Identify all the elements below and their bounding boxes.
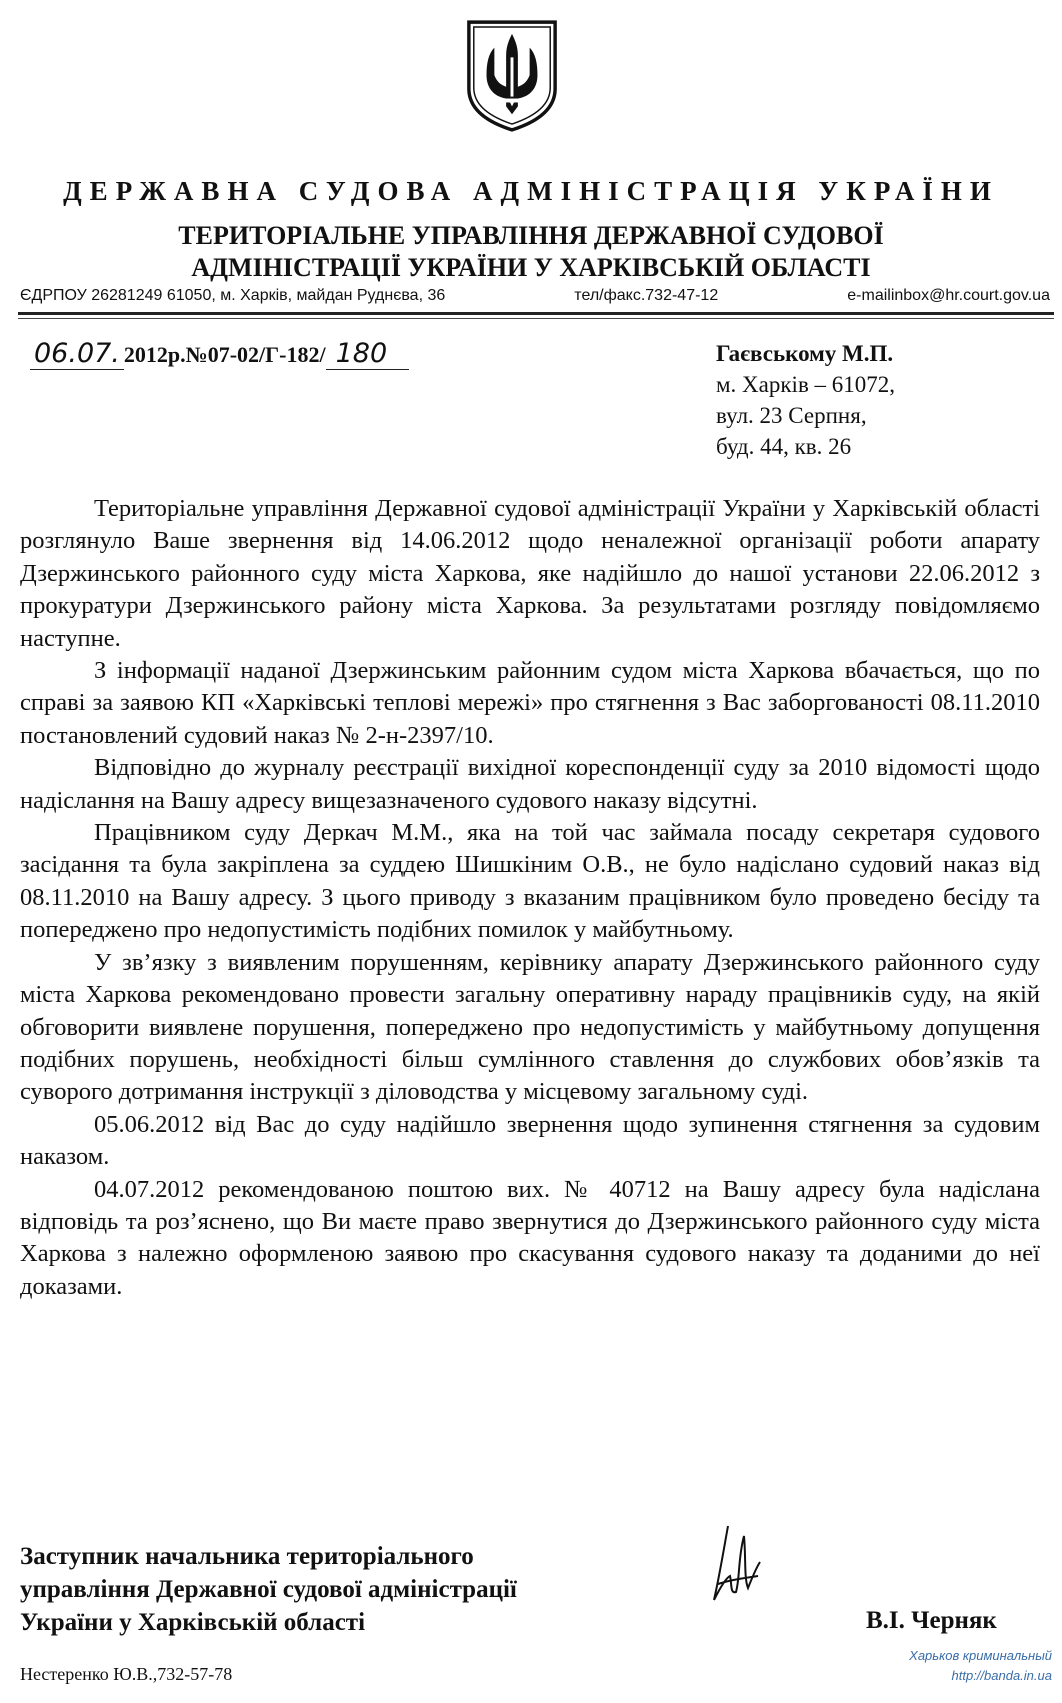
department-name-line1: ТЕРИТОРІАЛЬНЕ УПРАВЛІННЯ ДЕРЖАВНОЇ СУДОВОЇ [178,221,884,250]
body-paragraph: 04.07.2012 рекомендованою поштою вих. № 40712 на Вашу адресу була надіслана відповідь та роз’яснено, що Ви маєте право звернутися до Дзержинського районного суду міста Харкова з належно оформленою заявою про скасування судового наказу та доданими до неї доказами. [20,1175,1040,1300]
watermark-title: Харьков криминальный [909,1648,1052,1663]
handwritten-date: 06.07. [30,338,124,370]
outgoing-reference [30,338,409,370]
body-paragraph: Відповідно до журналу реєстрації вихідної кореспонденції суду за 2010 відомості щодо надіслання на Вашу адресу вищезазначеного судового наказу відсутні. [20,754,1040,814]
body-paragraph: Працівником суду Деркач М.М., яка на той час займала посаду секретаря судового засідання та була закріплена за суддею Шишкіним О.В., не було надіслано судовий наказ від 08.11.2010 на Вашу адресу. З цього приводу з вказаним працівником було проведено бесіду та попереджено про недопустимість подібних помилок у майбутньому. [20,819,1040,944]
coat-of-arms-icon [463,18,561,134]
reference-number: 2012р.№07-02/Г-182/ [123,342,326,367]
registry-address: ЄДРПОУ 26281249 61050, м. Харків, майдан Руднєва, 36 [20,287,446,304]
addressee-name: Гаєвському М.П. [716,341,894,366]
body-paragraph: У зв’язку з виявленим порушенням, керівнику апарату Дзержинського районного суду міста Харкова рекомендовано провести загальну оперативну нараду працівників суду, на якій обговорити виявлене порушення, попереджено про недопустимість у майбутньому допущення подібних порушень, необхідності більш сумлінного ставлення до службових обов’язків та суворого дотримання інструкції з діловодства у місцевому загальному суді. [20,948,1040,1106]
handwritten-number: 180 [326,338,410,370]
letter-body [20,493,1040,1303]
watermark [909,1646,1052,1686]
executor-contact: Нестеренко Ю.В.,732-57-78 [20,1664,233,1684]
header-divider-thin [18,318,1054,319]
header-divider [18,312,1054,315]
handwritten-signature [700,1518,770,1610]
addressee-street: вул. 23 Серпня, [716,403,867,428]
organization-name: ДЕРЖАВНА СУДОВА АДМІНІСТРАЦІЯ УКРАЇНИ [63,176,999,206]
phone-fax: тел/факс.732-47-12 [574,287,719,304]
body-paragraph: 05.06.2012 від Вас до суду надійшло звернення щодо зупинення стягнення за судовим наказом. [20,1110,1040,1171]
signatory-title [20,1540,517,1639]
signatory-title-line2: управління Державної судової адміністрації [20,1576,517,1603]
email-address: e-mailinbox@hr.court.gov.ua [847,287,1050,304]
contact-line [20,287,1050,305]
body-paragraph: З інформації наданої Дзержинським районним судом міста Харкова вбачається, що по справі за заявою КП «Харківські теплові мережі» про стягнення з Вас заборгованості 08.11.2010 постановлений судовий наказ № 2-н-2397/10. [20,657,1040,749]
signatory-title-line3: України у Харківській області [20,1609,366,1636]
body-paragraph: Територіальне управління Державної судової адміністрації України у Харківській області розглянуло Ваше звернення від 14.06.2012 щодо неналежної організації роботи апарату Дзержинського районного суду міста Харкова, яке надійшло до нашої установи 22.06.2012 з прокуратури Дзержинського району міста Харкова. За результатами розгляду повідомляємо наступне. [20,495,1040,652]
department-name-line2: АДМІНІСТРАЦІЇ УКРАЇНИ У ХАРКІВСЬКІЙ ОБЛАСТІ [191,253,871,282]
addressee-city: м. Харків – 61072, [716,372,896,397]
signatory-name: В.І. Черняк [866,1607,997,1634]
signatory-title-line1: Заступник начальника територіального [20,1543,474,1570]
addressee-building: буд. 44, кв. 26 [716,434,852,459]
addressee-block [716,338,895,462]
watermark-link[interactable]: http://banda.in.ua [951,1668,1052,1683]
